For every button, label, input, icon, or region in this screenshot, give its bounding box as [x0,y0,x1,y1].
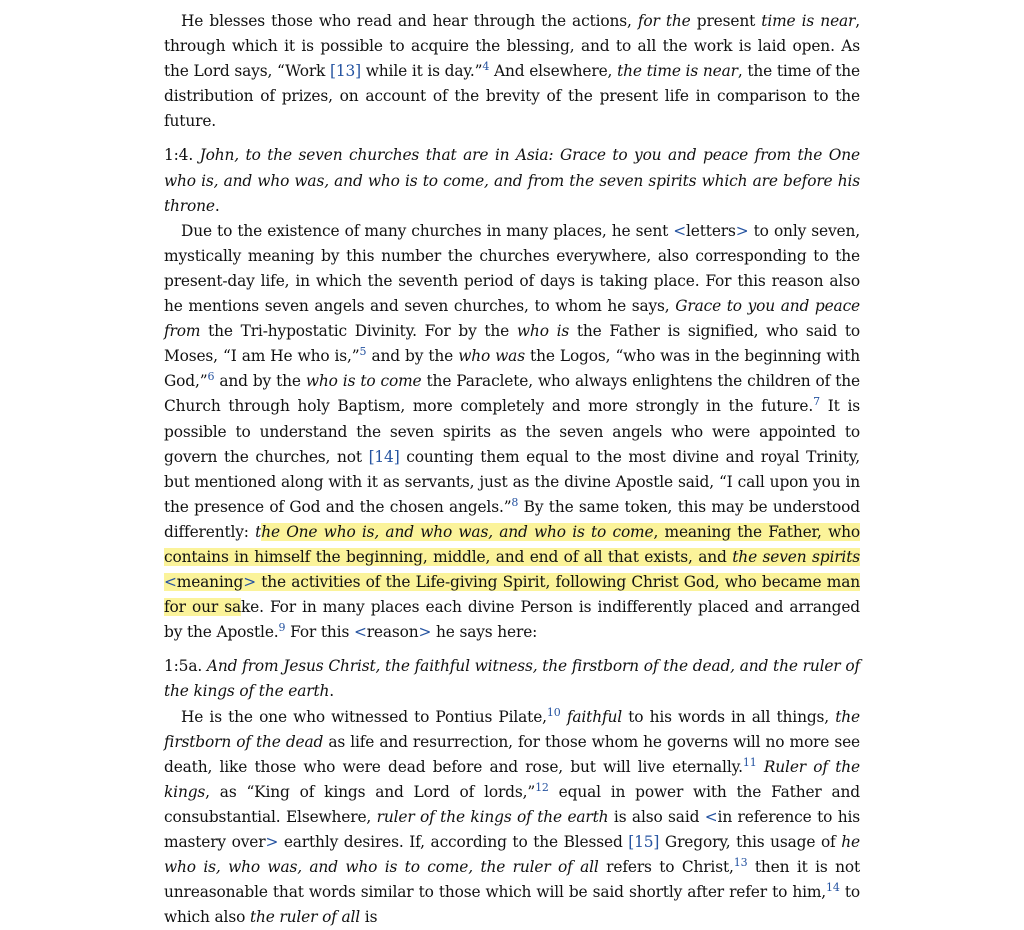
footnote-ref-12[interactable]: 12 [535,780,549,794]
text-highlight[interactable]: he One who is, and who was, and who is to come, meaning the Father, who contains in himself the beginning, middle, and end of all that exists, and the seven spirits <meaning> the activities of the Life-giving Spirit, following Christ God, who became man for our sa [164,522,860,617]
commentary-paragraph-3: He is the one who witnessed to Pontius Pilate,$^{10}$ faithful to his words in all things, the firstborn of the dead as life and resurrection, for those whom he governs will no more see death, like those who were dead before and rose, but will live eternally.$^{11}$ Ruler of the kings, as “King of kings and Lord of lords,”$^{12}$ equal in power with the Father and consubstantial. Elsewhere, ruler of the kings of the earth is also said <in reference to his mastery over> earthly desires. If, according to the Blessed [15] Gregory, this usage of he who is, who was, and who is to come, the ruler of all refers to Christ,$^{13}$ then it is not unreasonable that words similar to those which will be said shortly after refer to him,$^{14}$ to which also the ruler of all is [164,705,860,927]
footnote-ref-10[interactable]: 10 [546,705,561,719]
footnote-ref-7[interactable]: 7 [813,395,820,409]
footnote-ref-9[interactable]: 9 [278,621,286,635]
cut-off-text [164,0,605,2]
verse-number: 1:4. [164,146,194,165]
verse-1-5a: 1:5a. And from Jesus Christ, the faithful witness, the firstborn of the dead, and the ruler of the kings of the earth. [164,657,860,701]
verse-1-4: 1:4. John, to the seven churches that are in Asia: Grace to you and peace from the One who is, and who was, and who is to come, and from the seven spirits which are before his throne. [164,146,860,215]
footnote-ref-8[interactable]: 8 [511,495,519,509]
verse-text: And from Jesus Christ, the faithful witness, the firstborn of the dead, and the ruler of the kings of the earth [164,657,860,701]
document-page [164,0,860,930]
verse-number: 1:5a. [164,657,203,676]
footnote-ref-5[interactable]: 5 [359,345,367,359]
cut-off-text-line [164,0,860,2]
verse-text: John, to the seven churches that are in Asia: Grace to you and peace from the One who is, and who was, and who is to come, and from the seven spirits which are before his throne [164,146,860,215]
commentary-paragraph-2: Due to the existence of many churches in many places, he sent <letters> to only seven, mystically meaning by this number the churches everywhere, also corresponding to the present-day life, in which the seventh period of days is taking place. For this reason also he mentions seven angels and seven churches, to whom he says, Grace to you and peace from the Tri-hypostatic Divinity. For by the who is the Father is signified, who said to Moses, “I am He who is,”$^5$ and by the who was the Logos, “who was in the beginning with God,”$^6$ and by the who is to come the Paraclete, who always enlightens the children of the Church through holy Baptism, more completely and more strongly in the future.$^7$ It is possible to understand the seven spirits as the seven angels who were appointed to govern the churches, not [14] counting them equal to the most divine and royal Trinity, but mentioned along with it as servants, just as the divine Apostle said, “I call upon you in the presence of God and the chosen angels.”$^8$ By the same token, this may be understood differently: the One who is, and who was, and who is to come, meaning the Father, who contains in himself the beginning, middle, and end of all that exists, and the seven spirits <meaning> the activities of the Life-giving Spirit, following Christ God, who became man for our sake. For in many places each divine Person is indifferently placed and arranged by the Apostle.$^9$ For this <reason> he says here: [164,221,861,642]
commentary-paragraph-1: He blesses those who read and hear through the actions, for the present time is near, through which it is possible to acquire the blessing, and to all the work is laid open. As the Lord says, “Work [13] while it is day.”$^4$ And elsewhere, the time is near, the time of the distribution of prizes, on account of the brevity of the present life in comparison to the future. [164,12,861,131]
page-marker-15[interactable]: [15] [628,833,660,851]
footnote-ref-13[interactable]: 13 [733,855,748,869]
footnote-ref-4[interactable]: 4 [482,60,490,74]
page-marker-14[interactable]: [14] [368,447,400,466]
footnote-ref-6[interactable]: 6 [207,370,215,384]
footnote-ref-11[interactable]: 11 [742,755,757,769]
footnote-ref-14[interactable]: 14 [826,881,840,895]
page-marker-13[interactable]: [13] [330,62,361,81]
